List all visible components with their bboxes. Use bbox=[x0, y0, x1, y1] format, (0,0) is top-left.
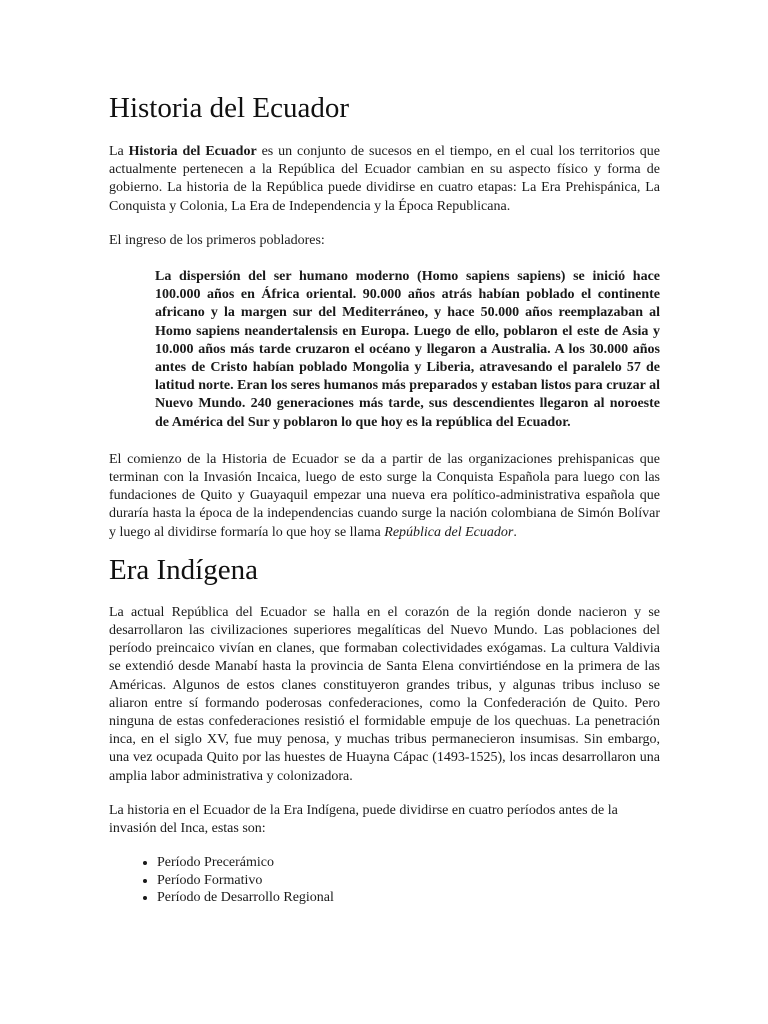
comienzo-italic: República del Ecuador bbox=[384, 524, 514, 540]
list-item: • Período de Desarrollo Regional bbox=[157, 889, 660, 907]
intro-bold-term: Historia del Ecuador bbox=[128, 144, 257, 159]
periodos-lead: La historia en el Ecuador de la Era Indígena, puede dividirse en cuatro períodos antes de la invasión del Inca, estas son: bbox=[109, 802, 618, 837]
indigena-paragraph: La actual República del Ecuador se halla en el corazón de la región donde nacieron y se desarrollaron las civilizaciones superiores megalíticas del Nuevo Mundo. Las poblaciones del período preincaico vivían en clanes, que formaban colectividades exógamas. La cultura Valdivia se extendió desde Manabí hasta la provincia de Santa Elena convirtiéndose en la primera de las Américas. Algunos de estos clanes constituyeron grandes tribus, y algunas tribus incluso se aliaron entre sí formando poderosas confederaciones, como la Confederación de Quito. Pero ninguna de estas confederaciones resistió el formidable empuje de los quechuas. La penetración inca, en el siglo XV, fue muy penosa, y muchas tribus permanecieron insumisas. Sin embargo, una vez ocupada Quito por las huestes de Huayna Cápac (1493-1525), los incas desarrollaron una amplia labor administrativa y colonizadora. bbox=[109, 604, 660, 784]
section-title: Era Indígena bbox=[109, 553, 258, 586]
list-item: • Período Formativo bbox=[157, 872, 660, 890]
intro-rest: es un conjunto de sucesos en el tiempo, en el cual los territorios que actualmente pertenecen a la República del Ecuador cambian en su aspecto físico y forma de gobierno. La historia de la República puede dividirse en cuatro etapas: La Era Prehispánica, La Conquista y Colonia, La Era de Independencia y la Época Republicana. bbox=[109, 144, 660, 214]
page-title: Historia del Ecuador bbox=[109, 92, 349, 124]
intro-paragraph bbox=[109, 143, 660, 216]
comienzo-text: El comienzo de la Historia de Ecuador se da a partir de las organizaciones prehispanicas que terminan con la Invasión Incaica, luego de esto surge la Conquista Española para luego con las fundaciones de Quito y Guayaquil empezar una nueva era político-administrativa española que duraría hasta la época de la independencias cuando surge la nación colombiana de Simón Bolívar y luego al dividirse formaría lo que hoy se llama bbox=[109, 451, 660, 540]
comienzo-paragraph bbox=[109, 451, 660, 542]
pobladores-lead: El ingreso de los primeros pobladores: bbox=[109, 232, 325, 248]
comienzo-end: . bbox=[513, 524, 517, 540]
periodos-list bbox=[109, 854, 660, 907]
pobladores-quote: La dispersión del ser humano moderno (Homo sapiens sapiens) se inició hace 100.000 años en África oriental. 90.000 años atrás habían poblado el continente africano y la margen sur del Mediterráneo, y hace 50.000 años reemplazaban al Homo sapiens neandertalensis en Europa. Luego de ello, poblaron el este de Asia y 10.000 años más tarde cruzaron el océano y llegaron a Australia. A los 30.000 años antes de Cristo habían poblado Mongolia y Liberia, atravesando el paralelo 57 de latitud norte. Eran los seres humanos más preparados y estaban listos para cruzar al Nuevo Mundo. 240 generaciones más tarde, sus descendientes llegaron al noroeste de América del Sur y poblaron lo que hoy es la república del Ecuador. bbox=[155, 269, 660, 430]
intro-prefix: La bbox=[109, 144, 129, 159]
list-item: • Período Precerámico bbox=[157, 854, 660, 872]
